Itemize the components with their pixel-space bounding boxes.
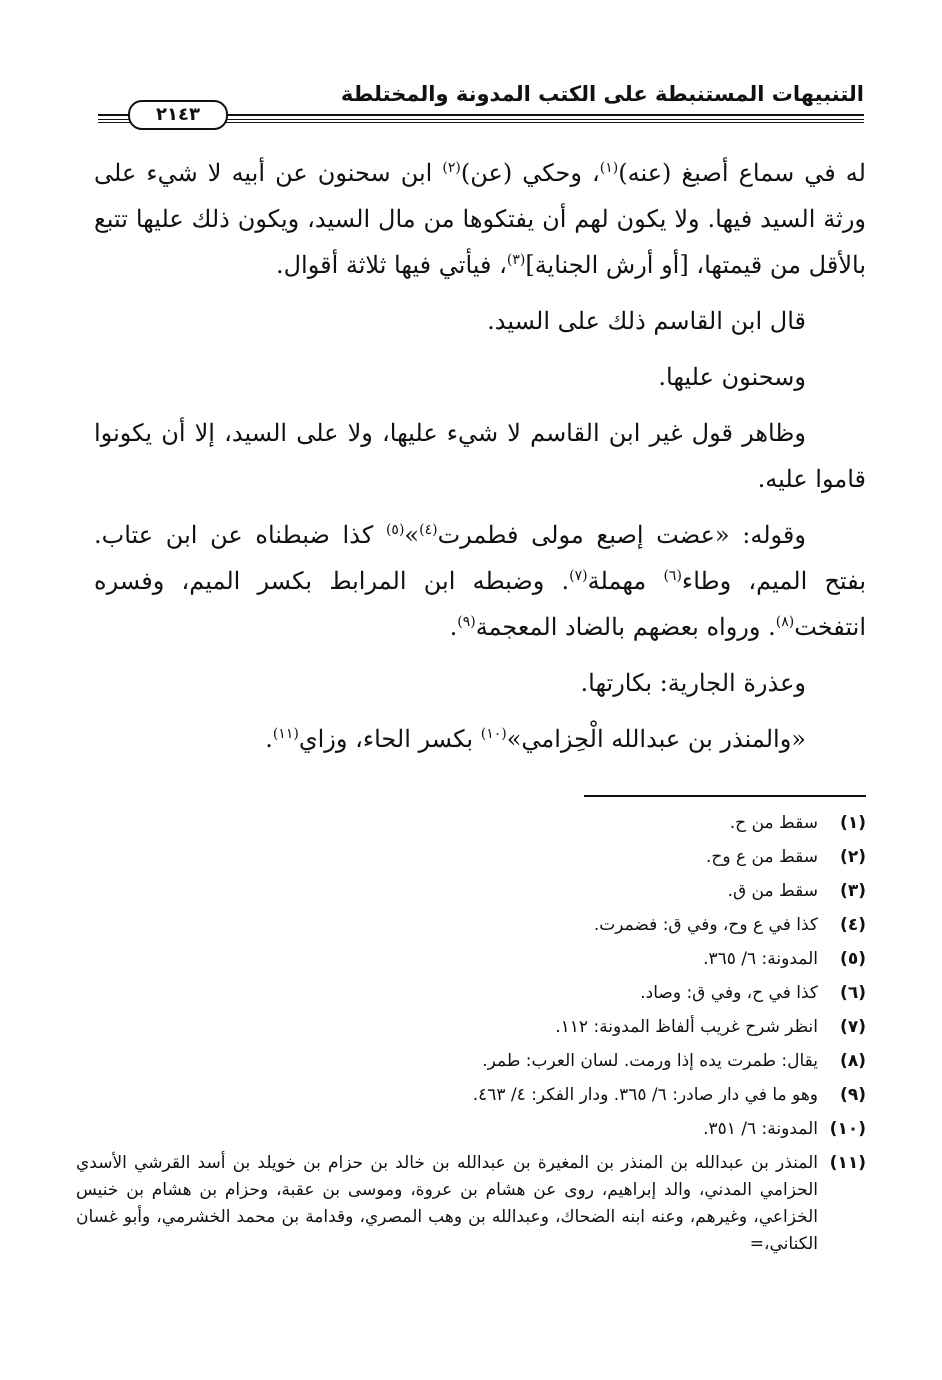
footnote-ref: (٥) — [385, 522, 405, 538]
running-header-title: التنبيهات المستنبطة على الكتب المدونة والمختلطة — [340, 82, 864, 106]
footnote-number: (٦) — [840, 983, 866, 1003]
footnote-ref: (٢) — [442, 160, 461, 176]
paragraph-3: وسحنون عليها. — [658, 363, 806, 391]
paragraph-6: وعذرة الجارية: بكارتها. — [580, 669, 806, 697]
footnote-number: (١١) — [829, 1153, 866, 1173]
footnote-ref: (٧) — [569, 568, 588, 584]
footnote-number: (١) — [840, 813, 866, 833]
paragraph-7 — [94, 716, 866, 762]
footnote-ref: (٩) — [457, 614, 476, 630]
footnote-number: (٨) — [840, 1051, 866, 1071]
footnote-number: (٤) — [840, 915, 866, 935]
footnote-number: (١٠) — [829, 1119, 866, 1139]
footnote-number: (٢) — [840, 847, 866, 867]
footnote-item — [76, 840, 866, 874]
text-run: . ورواه بعضهم بالضاد المعجمة — [475, 613, 776, 641]
footnote-item — [76, 1146, 866, 1258]
footnote-text: سقط من ح. — [729, 813, 818, 833]
text-run: . — [449, 613, 458, 641]
footnote-text: وهو ما في دار صادر: ٦/ ٣٦٥. ودار الفكر: ٤/ ٤٦٣. — [472, 1085, 818, 1105]
footnote-item — [76, 908, 866, 942]
footnote-item — [76, 1010, 866, 1044]
text-run: . وضبطه ابن المرابط بكسر الميم، وفسره انتفخت — [94, 567, 866, 641]
footnote-text: المدونة: ٦/ ٣٦٥. — [703, 949, 818, 969]
paragraph-1 — [94, 150, 866, 288]
footnote-text: سقط من ع وح. — [706, 847, 818, 867]
footnote-item — [76, 1112, 866, 1146]
footnote-ref: (١١) — [272, 726, 299, 742]
footnote-text: سقط من ق. — [727, 881, 818, 901]
footnote-ref: (٤) — [419, 522, 438, 538]
footnote-ref: (٣) — [506, 252, 526, 268]
paragraph-2: قال ابن القاسم ذلك على السيد. — [487, 307, 806, 335]
footnote-item — [76, 806, 866, 840]
text-run: ابن سحنون عن أبيه لا شيء على ورثة السيد فيها. ولا يكون لهم أن يفتكوها من مال السيد، ويكون ذلك عليها تتبع بالأقل من قيمتها، [أو أرش الجناية] — [94, 159, 866, 279]
footnote-ref: (٨) — [775, 614, 795, 630]
footnote-ref: (٦) — [663, 568, 682, 584]
footnote-text: انظر شرح غريب ألفاظ المدونة: ١١٢. — [555, 1017, 818, 1037]
footnote-number: (٧) — [840, 1017, 866, 1037]
text-run: بكسر الحاء، وزاي — [298, 725, 481, 753]
footnote-number: (٣) — [840, 881, 866, 901]
footnote-ref: (١) — [599, 160, 619, 176]
footnote-item — [76, 976, 866, 1010]
text-run: » — [404, 521, 420, 549]
text-run: . — [265, 725, 273, 753]
footnote-item — [76, 942, 866, 976]
paragraph-5 — [94, 512, 866, 650]
text-run: وقوله: «عضت إصبع مولى فطمرت — [437, 521, 806, 549]
footnotes — [76, 806, 866, 1258]
text-run: له في سماع أصبغ (عنه) — [618, 159, 866, 187]
footnote-text: المنذر بن عبدالله بن المنذر بن المغيرة بن عبدالله بن خالد بن حزام بن خويلد بن أسد القرشي الأسدي الحزامي المدني، والد إبراهيم، روى عن هشام بن عروة، وموسى بن عقبة، وحزام بن هشام بن خنيس الخزاعي، وغيرهم، وعنه ابنه الضحاك، وعبدالله بن وهب المصري، وقدامة بن محمد الخشرمي، وأبو غسان الكناني،= — [76, 1153, 818, 1254]
footnote-text: كذا في ح، وفي ق: وصاد. — [640, 983, 818, 1003]
footnote-item — [76, 1044, 866, 1078]
text-run: ، وحكي (عن) — [460, 159, 600, 187]
footnote-ref: (١٠) — [480, 726, 507, 742]
footnote-separator — [584, 795, 866, 797]
footnote-number: (٥) — [840, 949, 866, 969]
text-run: «والمنذر بن عبدالله الْحِزامي» — [506, 725, 806, 753]
paragraph-4: وظاهر قول غير ابن القاسم لا شيء عليها، ولا على السيد، إلا أن يكونوا قاموا عليه. — [94, 419, 866, 493]
footnote-item — [76, 874, 866, 908]
footnote-text: كذا في ع وح، وفي ق: فضمرت. — [593, 915, 818, 935]
main-text — [94, 150, 866, 772]
text-run: مهملة — [587, 567, 664, 595]
footnote-text: يقال: طمرت يده إذا ورمت. لسان العرب: طمر. — [482, 1051, 818, 1071]
text-run: ، فيأتي فيها ثلاثة أقوال. — [275, 251, 507, 279]
footnote-number: (٩) — [840, 1085, 866, 1105]
footnote-text: المدونة: ٦/ ٣٥١. — [703, 1119, 818, 1139]
footnote-item — [76, 1078, 866, 1112]
text-run: كذا ضبطناه عن ابن عتاب. بفتح الميم، وطاء — [94, 521, 866, 595]
page-number: ٢١٤٣ — [128, 100, 228, 130]
